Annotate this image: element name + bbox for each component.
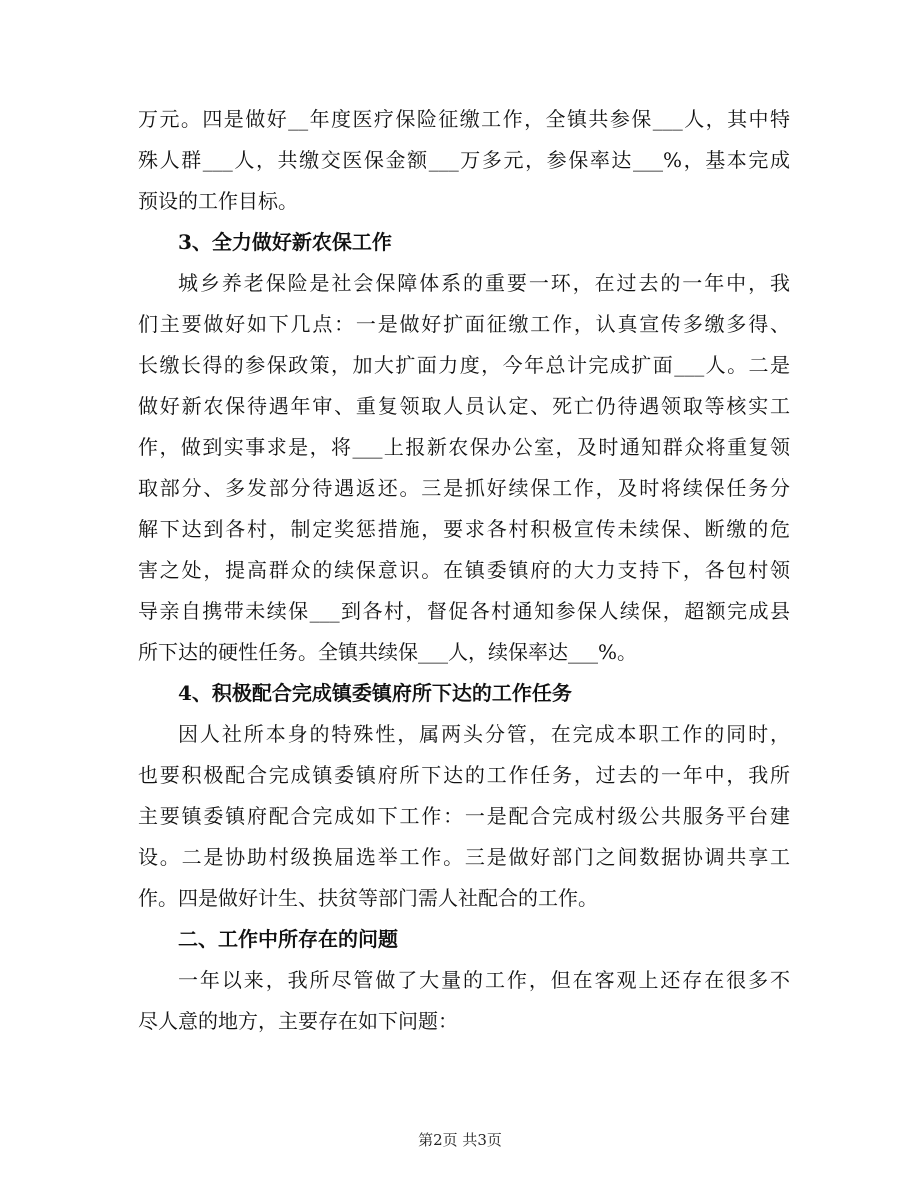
page-footer: 第2页 共3页	[418, 1131, 502, 1149]
paragraph-line: 预设的工作目标。	[138, 189, 298, 213]
document-body	[138, 99, 790, 1042]
paragraph-line: 殊人群___人，共缴交医保金额___万多元，参保率达___%，基本完成	[138, 148, 790, 172]
paragraph-line: 设。二是协助村级换届选举工作。三是做好部门之间数据协调共享工	[138, 845, 790, 869]
paragraph-line: 万元。四是做好__年度医疗保险征缴工作，全镇共参保___人，其中特	[138, 107, 790, 131]
paragraph-line: 长缴长得的参保政策，加大扩面力度，今年总计完成扩面___人。二是	[138, 353, 790, 377]
section-heading: 二、工作中所存在的问题	[178, 927, 398, 951]
paragraph-line: 做好新农保待遇年审、重复领取人员认定、死亡仍待遇领取等核实工	[138, 394, 790, 418]
paragraph-line: 城乡养老保险是社会保障体系的重要一环，在过去的一年中，我	[178, 271, 790, 295]
paragraph-line: 也要积极配合完成镇委镇府所下达的工作任务，过去的一年中，我所	[138, 763, 790, 787]
paragraph-line: 作。四是做好计生、扶贫等部门需人社配合的工作。	[138, 886, 598, 910]
paragraph-line: 所下达的硬性任务。全镇共续保___人，续保率达___%。	[138, 640, 638, 664]
paragraph-line: 们主要做好如下几点：一是做好扩面征缴工作，认真宣传多缴多得、	[138, 312, 790, 336]
section-heading: 4、积极配合完成镇委镇府所下达的工作任务	[178, 681, 572, 705]
section-heading: 3、全力做好新农保工作	[178, 230, 392, 254]
paragraph-line: 一年以来，我所尽管做了大量的工作，但在客观上还存在很多不	[178, 968, 790, 992]
paragraph-line: 解下达到各村，制定奖惩措施，要求各村积极宣传未续保、断缴的危	[138, 517, 790, 541]
paragraph-line: 害之处，提高群众的续保意识。在镇委镇府的大力支持下，各包村领	[138, 558, 790, 582]
paragraph-line: 导亲自携带未续保___到各村，督促各村通知参保人续保，超额完成县	[138, 599, 790, 623]
paragraph-line: 作，做到实事求是，将___上报新农保办公室，及时通知群众将重复领	[138, 435, 790, 459]
paragraph-line: 因人社所本身的特殊性，属两头分管，在完成本职工作的同时，	[178, 722, 790, 746]
paragraph-line: 尽人意的地方，主要存在如下问题：	[138, 1009, 458, 1033]
paragraph-line: 主要镇委镇府配合完成如下工作：一是配合完成村级公共服务平台建	[138, 804, 790, 828]
paragraph-line: 取部分、多发部分待遇返还。三是抓好续保工作，及时将续保任务分	[138, 476, 790, 500]
